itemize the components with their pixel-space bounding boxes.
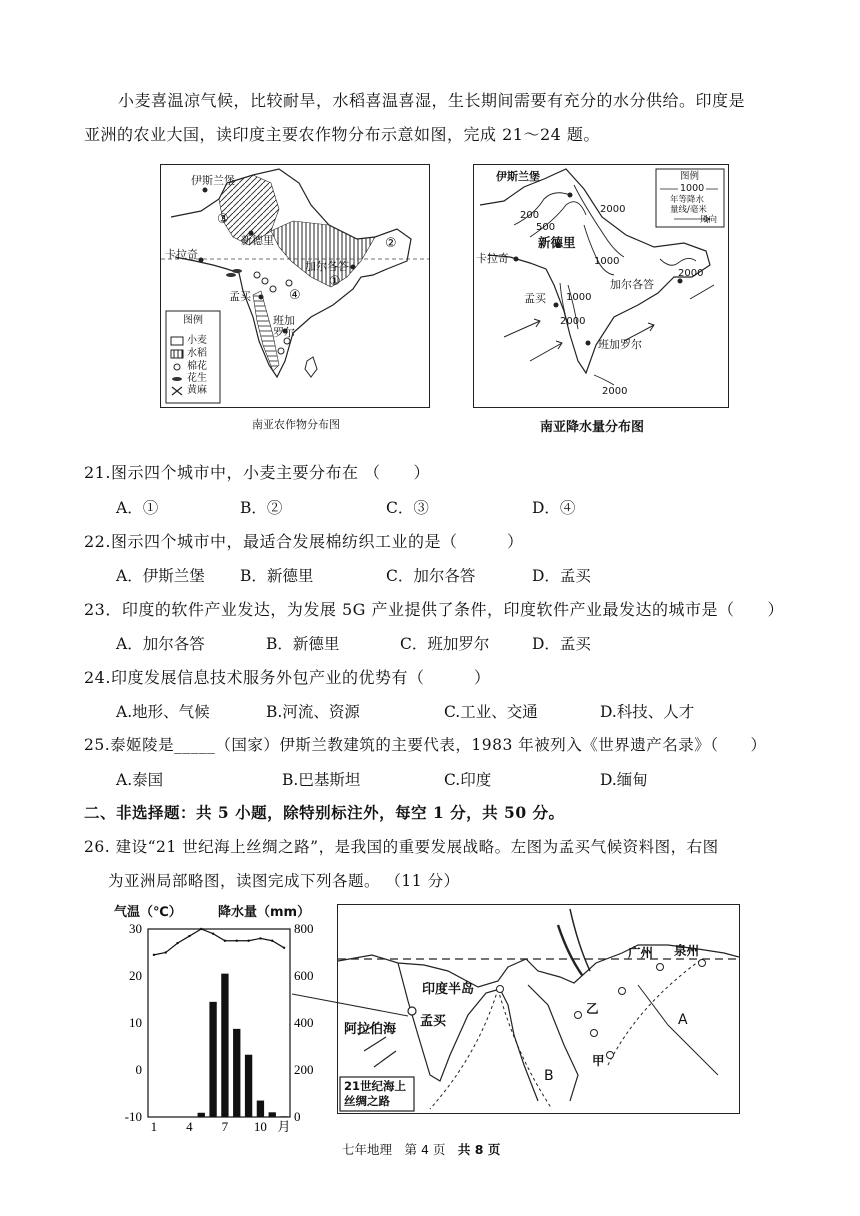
climate-plot-frame [148, 929, 290, 1117]
q25-option-a: A.泰国 [116, 771, 164, 789]
r-legend-iso-value: 1000 [680, 183, 705, 194]
temp-tick-label: 10 [129, 1015, 142, 1030]
temperature-line [154, 929, 284, 955]
q24-option-a: A.地形、气候 [116, 703, 210, 721]
month-tick-label: 4 [186, 1119, 193, 1132]
q22-option-a: A．伊斯兰堡 [116, 567, 205, 585]
temp-tick-label: 20 [129, 968, 142, 983]
isoline-1000-west: 1000 [566, 292, 592, 303]
q24-option-c: C.工业、交通 [444, 703, 538, 721]
marker-2: ② [385, 236, 397, 251]
precip-bar-month-7 [221, 974, 228, 1117]
city-karachi-label: 卡拉奇 [165, 248, 198, 261]
r-legend-wind: 风向 [700, 215, 718, 225]
q23-option-d: D．孟买 [532, 635, 591, 653]
precip-tick-label: 0 [294, 1109, 301, 1124]
city-bangalore-label: 班加罗尔 [273, 314, 295, 340]
label-indian-peninsula: 印度半岛 [422, 982, 475, 997]
climate-ylabel-precip: 降水量（mm） [218, 905, 311, 920]
q21-option-b: B．② [240, 499, 283, 517]
q23-option-b: B．新德里 [266, 635, 340, 653]
page-footer [342, 1140, 500, 1158]
month-tick-label: 7 [221, 1119, 229, 1132]
label-yi: 乙 [586, 1001, 599, 1016]
connector-line [292, 992, 412, 1022]
q25-option-d: D.缅甸 [600, 771, 648, 789]
footer-total: 共 8 页 [457, 1142, 501, 1157]
x-unit-label: 月 [277, 1119, 291, 1132]
isoline-2000-south: 2000 [602, 386, 628, 397]
q23-option-a: A．加尔各答 [116, 635, 205, 653]
isoline-2000-north: 2000 [600, 204, 626, 215]
precip-bar-month-8 [233, 1029, 240, 1117]
city-new-delhi-label: 新德里 [241, 234, 274, 247]
city-mumbai-label: 孟买 [229, 290, 251, 303]
marker-3: ③ [217, 212, 229, 227]
temp-tick-label: -10 [124, 1109, 142, 1124]
question-21: 21.图示四个城市中，小麦主要分布在 （ ） [84, 463, 431, 482]
r-legend-text-2: 量线/毫米 [670, 205, 707, 215]
r-city-kolkata-label: 加尔各答 [610, 278, 654, 291]
route-label-line-1: 21世纪海上 [344, 1079, 407, 1093]
r-city-karachi-label: 卡拉奇 [476, 252, 509, 265]
month-tick-label: 1 [150, 1119, 158, 1132]
label-quanzhou: 泉州 [674, 943, 700, 958]
precip-bar-month-9 [245, 1055, 252, 1117]
r-legend-text-1: 年等降水 [670, 195, 705, 205]
q22-option-d: D．孟买 [532, 567, 591, 585]
label-a: A [678, 1012, 688, 1028]
precip-bar-month-11 [269, 1112, 276, 1117]
isoline-2000-east: 2000 [678, 268, 704, 279]
isoline-1000: 1000 [594, 256, 620, 267]
intro-line-2: 亚洲的农业大国，读印度主要农作物分布示意如图，完成 21～24 题。 [84, 125, 600, 144]
intro-line-1: 小麦喜温凉气候，比较耐旱，水稻喜温喜湿，生长期间需要有充分的水分供给。印度是 [118, 91, 746, 110]
legend-peanut: 花生 [187, 373, 207, 384]
marker-4: ④ [289, 288, 301, 303]
label-mumbai: 孟买 [420, 1014, 447, 1029]
precipitation-map [473, 164, 729, 408]
precip-map-caption: 南亚降水量分布图 [540, 420, 645, 435]
question-26-line-1: 26. 建设“21 世纪海上丝绸之路”，是我国的重要发展战略。左图为孟买气候资料图，右图 [84, 838, 719, 856]
label-jia: 甲 [592, 1053, 605, 1068]
question-23: 23．印度的软件产业发达，为发展 5G 产业提供了条件，印度软件产业最发达的城市是（ ） [84, 600, 784, 619]
city-kolkata-label: 加尔各答 [305, 260, 349, 273]
footer-page: 七年地理 第 4 页 [342, 1142, 446, 1157]
q21-option-d: D．④ [532, 499, 576, 517]
precip-bar-month-12 [280, 1116, 287, 1117]
route-label-line-2: 丝绸之路 [344, 1094, 390, 1108]
climate-ylabel-temp: 气温（℃） [114, 905, 182, 920]
r-legend-title: 图例 [680, 171, 700, 182]
temp-tick-label: 0 [135, 1062, 142, 1077]
r-city-new-delhi-label: 新德里 [538, 235, 576, 250]
crop-distribution-map [160, 164, 430, 408]
q25-option-b: B.巴基斯坦 [282, 771, 361, 789]
legend-wheat: 小麦 [187, 335, 207, 346]
legend-rice: 水稻 [187, 348, 207, 359]
legend-cotton: 棉花 [187, 361, 207, 372]
precip-tick-label: 800 [294, 921, 314, 936]
q22-option-b: B．新德里 [240, 567, 314, 585]
r-city-bangalore-label: 班加罗尔 [598, 338, 642, 351]
q25-option-c: C.印度 [444, 771, 492, 789]
r-city-mumbai-label: 孟买 [524, 292, 546, 305]
question-26-line-2: 为亚洲局部略图，读图完成下列各题。 （11 分） [108, 872, 460, 890]
legend-title: 图例 [183, 315, 203, 326]
marker-1: ① [329, 274, 341, 289]
isoline-2000-west: 2000 [560, 316, 586, 327]
label-arabian-sea: 阿拉伯海 [344, 1022, 397, 1037]
q24-option-b: B.河流、资源 [266, 703, 360, 721]
q23-option-c: C．班加罗尔 [400, 635, 490, 653]
r-city-islamabad-label: 伊斯兰堡 [496, 170, 540, 183]
q24-option-d: D.科技、人才 [600, 703, 695, 721]
q21-option-a: A．① [116, 499, 159, 517]
question-25: 25.泰姬陵是_____（国家）伊斯兰教建筑的主要代表，1983 年被列入《世界遗产名录》（ ） [84, 736, 767, 754]
isoline-200: 200 [520, 210, 540, 221]
q22-option-c: C．加尔各答 [386, 567, 476, 585]
precip-tick-label: 200 [294, 1062, 314, 1077]
precip-bar-month-6 [209, 1002, 216, 1117]
question-22: 22.图示四个城市中，最适合发展棉纺织工业的是（ ） [84, 532, 524, 551]
crop-map-caption: 南亚农作物分布图 [252, 418, 340, 431]
label-guangzhou: 广州 [628, 945, 654, 960]
label-b: B [544, 1068, 554, 1084]
q21-option-c: C．③ [386, 499, 429, 517]
precip-bar-month-5 [198, 1113, 205, 1117]
section-2-heading: 二、非选择题：共 5 小题，除特别标注外，每空 1 分，共 50 分。 [84, 803, 565, 822]
question-24: 24.印度发展信息技术服务外包产业的优势有（ ） [84, 668, 491, 687]
precip-bar-month-10 [257, 1101, 264, 1117]
isoline-500: 500 [536, 222, 556, 233]
month-tick-label: 10 [253, 1119, 267, 1132]
legend-jute: 黄麻 [187, 385, 207, 396]
temp-tick-label: 30 [129, 921, 142, 936]
city-islamabad-label: 伊斯兰堡 [191, 174, 235, 187]
precip-tick-label: 600 [294, 968, 314, 983]
precip-tick-label: 400 [294, 1015, 314, 1030]
